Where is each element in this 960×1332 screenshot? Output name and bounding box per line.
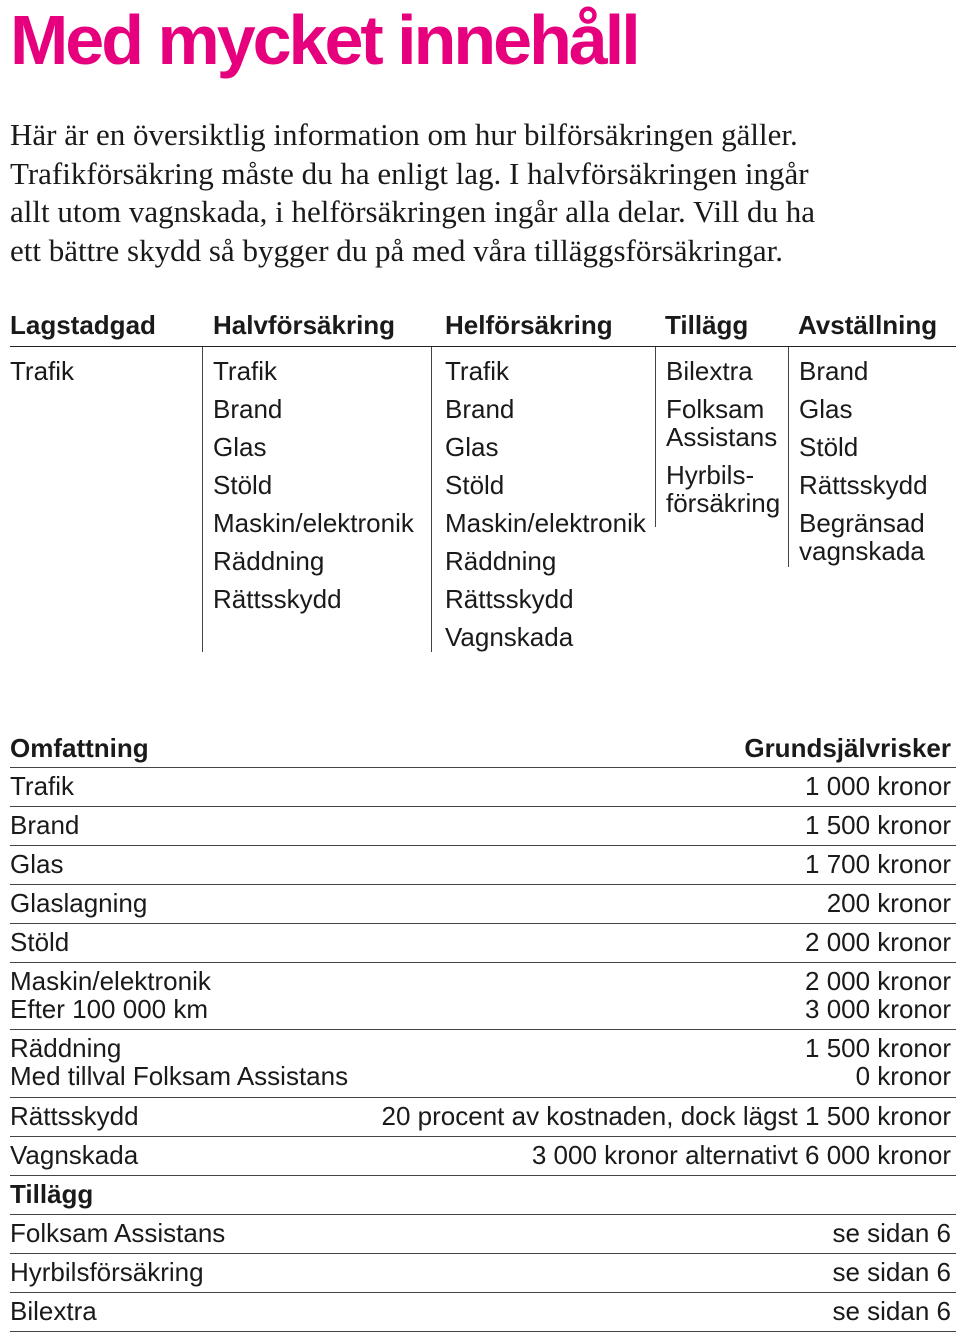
column-tillagg: [655, 347, 787, 527]
page-title: Med mycket innehåll: [10, 1, 638, 79]
table-row: [10, 963, 956, 1030]
row-label: Brand: [10, 810, 80, 840]
coverage-item: Glas: [445, 432, 499, 462]
column-header-helforsakring: Helförsäkring: [445, 310, 613, 340]
coverage-item: Folksam Assistans: [666, 394, 778, 452]
coverage-item: Vagnskada: [445, 622, 574, 652]
intro-line: ett bättre skydd så bygger du på med våra tilläggsförsäkringar.: [10, 232, 784, 268]
column-header-omfattning: Omfattning: [10, 733, 149, 763]
coverage-item: Räddning: [445, 546, 557, 576]
coverage-item: Rättsskydd: [445, 584, 574, 614]
coverage-item: Glas: [213, 432, 267, 462]
row-value: 1 700 kronor: [805, 849, 951, 879]
row-value: 1 000 kronor: [805, 771, 951, 801]
coverage-item: Rättsskydd: [213, 584, 342, 614]
row-label: Folksam Assistans: [10, 1218, 226, 1248]
coverage-item: Brand: [799, 356, 869, 386]
intro-text: [10, 116, 940, 270]
row-label: Trafik: [10, 771, 75, 801]
coverage-item: Stöld: [213, 470, 273, 500]
row-subvalue: 3 000 kronor: [805, 994, 951, 1024]
row-value: 2 000 kronor: [805, 966, 951, 996]
row-sublabel: Med tillval Folksam Assistans: [10, 1061, 349, 1091]
deductibles-header-row: [10, 730, 956, 768]
coverage-item: Bilextra: [666, 356, 753, 386]
table-row: [10, 1098, 956, 1137]
coverage-table: [10, 306, 956, 652]
coverage-item: Räddning: [213, 546, 325, 576]
section-title: Tillägg: [10, 1179, 94, 1209]
deductibles-table: [10, 730, 956, 1332]
coverage-item: Begränsad vagnskada: [799, 508, 925, 566]
coverage-item: Rättsskydd: [799, 470, 928, 500]
table-row: [10, 1254, 956, 1293]
coverage-item: Maskin/elektronik: [445, 508, 646, 538]
row-sublabel: Efter 100 000 km: [10, 994, 208, 1024]
table-row: [10, 1030, 956, 1098]
row-label: Hyrbilsförsäkring: [10, 1257, 204, 1287]
coverage-item: Trafik: [445, 356, 510, 386]
row-label: Räddning: [10, 1033, 122, 1063]
coverage-item: Stöld: [445, 470, 505, 500]
table-row: [10, 1215, 956, 1254]
row-subvalue: 0 kronor: [855, 1061, 951, 1091]
row-label: Vagnskada: [10, 1140, 139, 1170]
table-row: [10, 1137, 956, 1176]
row-value: 1 500 kronor: [805, 810, 951, 840]
column-avstallning: [788, 347, 956, 567]
column-header-halvforsakring: Halvförsäkring: [213, 310, 396, 340]
table-row: [10, 846, 956, 885]
table-row: [10, 885, 956, 924]
column-header-grundsjalvrisker: Grundsjälvrisker: [744, 733, 951, 763]
row-label: Rättsskydd: [10, 1101, 139, 1131]
row-value: se sidan 6: [832, 1257, 951, 1287]
coverage-item: Glas: [799, 394, 853, 424]
coverage-item: Brand: [213, 394, 283, 424]
coverage-item: Maskin/elektronik: [213, 508, 414, 538]
coverage-header-row: [10, 306, 956, 347]
intro-line: Här är en översiktlig information om hur bilförsäkringen gäller.: [10, 117, 798, 152]
coverage-item: Trafik: [213, 356, 278, 386]
row-value: 200 kronor: [826, 888, 951, 918]
table-row: [10, 807, 956, 846]
column-header-lagstadgad: Lagstadgad: [10, 310, 156, 340]
coverage-item: Hyrbils-försäkring: [666, 460, 781, 518]
intro-line: Trafikförsäkring måste du ha enligt lag. I halvförsäkringen ingår: [10, 155, 809, 191]
table-row: [10, 1293, 956, 1332]
row-value: 20 procent av kostnaden, dock lägst 1 500 kronor: [381, 1101, 951, 1131]
coverage-item: Brand: [445, 394, 515, 424]
row-label: Glas: [10, 849, 64, 879]
row-label: Glaslagning: [10, 888, 148, 918]
table-row: [10, 924, 956, 963]
column-halvforsakring: [202, 347, 422, 652]
row-label: Stöld: [10, 927, 70, 957]
row-value: 1 500 kronor: [805, 1033, 951, 1063]
row-value: 2 000 kronor: [805, 927, 951, 957]
section-header-tillagg: [10, 1176, 956, 1215]
row-label: Bilextra: [10, 1296, 97, 1326]
column-lagstadgad: [10, 347, 200, 650]
table-row: [10, 768, 956, 807]
intro-line: allt utom vagnskada, i helförsäkringen ingår alla delar. Vill du ha: [10, 194, 816, 229]
row-label: Maskin/elektronik: [10, 966, 211, 996]
row-value: 3 000 kronor alternativt 6 000 kronor: [531, 1140, 951, 1170]
column-header-avstallning: Avställning: [798, 310, 938, 340]
column-header-tillagg: Tillägg: [665, 310, 749, 340]
column-helforsakring: [431, 347, 657, 652]
row-value: se sidan 6: [832, 1296, 951, 1326]
row-value: se sidan 6: [832, 1218, 951, 1248]
coverage-item: Stöld: [799, 432, 859, 462]
coverage-item: Trafik: [10, 356, 75, 386]
